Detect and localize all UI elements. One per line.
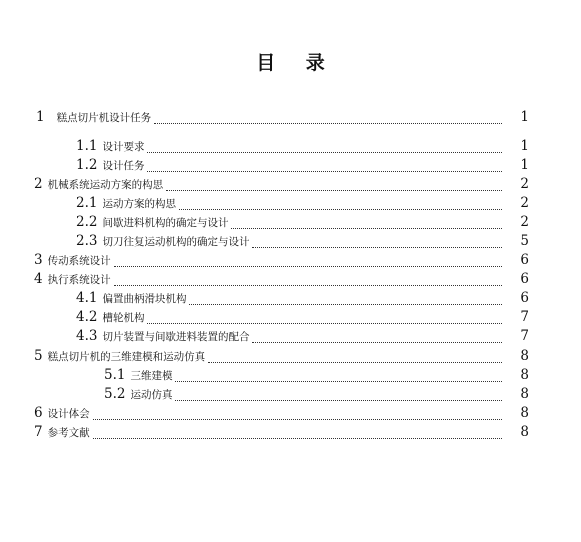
toc-leader-dots (166, 190, 502, 191)
toc-entry-label: 传动系统设计 (47, 255, 111, 267)
toc-page-number: 6 (520, 271, 529, 287)
toc-entry-number: 1 (36, 109, 45, 125)
toc-entry-4 (34, 271, 502, 290)
toc-page-number: 5 (520, 233, 529, 249)
toc-page-number: 8 (520, 348, 529, 364)
toc-entry-2-2 (76, 214, 502, 233)
toc-page-number: 2 (520, 176, 529, 192)
toc-entry-number: 2.2 (76, 214, 98, 230)
toc-entry-5 (34, 348, 502, 367)
toc-leader-dots (208, 362, 502, 363)
toc-entry-number: 5.2 (104, 386, 126, 402)
toc-entry-label: 切刀往复运动机构的确定与设计 (102, 236, 250, 248)
toc-leader-dots (189, 304, 502, 305)
toc-entry-number: 1.2 (76, 157, 98, 173)
toc-entry-label: 运动方案的构思 (102, 198, 176, 210)
toc-leader-dots (93, 419, 502, 420)
toc-page-number: 6 (520, 252, 529, 268)
toc-entry-number: 5.1 (104, 367, 126, 383)
toc-entry-label: 参考文献 (47, 427, 90, 439)
toc-entry-label: 运动仿真 (130, 389, 173, 401)
toc-entry-7 (34, 424, 502, 443)
toc-entry-label: 机械系统运动方案的构思 (47, 179, 164, 191)
toc-entry-label: 设计要求 (102, 141, 145, 153)
toc-entry-number: 4.3 (76, 328, 98, 344)
toc-entry-5-2 (104, 386, 502, 405)
toc-page-number: 1 (520, 109, 529, 125)
toc-entry-5-1 (104, 367, 502, 386)
toc-entry-label: 三维建模 (130, 370, 173, 382)
toc-entry-label: 糕点切片机的三维建模和运动仿真 (47, 351, 206, 363)
toc-leader-dots (231, 228, 502, 229)
toc-entry-6 (34, 405, 502, 424)
toc-leader-dots (93, 438, 502, 439)
toc-entry-number: 3 (34, 252, 43, 268)
toc-leader-dots (147, 171, 502, 172)
toc-entry-label: 执行系统设计 (47, 274, 111, 286)
toc-entry-label: 偏置曲柄滑块机构 (102, 293, 187, 305)
toc-leader-dots (179, 209, 502, 210)
toc-entry-number: 2 (34, 176, 43, 192)
toc-leader-dots (175, 400, 502, 401)
toc-entry-1 (36, 109, 502, 128)
toc-entry-number: 7 (34, 424, 43, 440)
toc-page-number: 8 (520, 386, 529, 402)
toc-entry-label: 切片装置与间歇进料装置的配合 (102, 331, 250, 343)
toc-page-number: 7 (520, 328, 529, 344)
toc-entry-number: 4.2 (76, 309, 98, 325)
toc-leader-dots (114, 285, 502, 286)
toc-entry-4-1 (76, 290, 502, 309)
toc-entry-1-1 (76, 138, 502, 157)
toc-entry-label: 糕点切片机设计任务 (56, 112, 152, 124)
toc-entry-4-2 (76, 309, 502, 328)
toc-entry-number: 2.1 (76, 195, 98, 211)
toc-entry-label: 槽轮机构 (102, 312, 145, 324)
toc-page-number: 6 (520, 290, 529, 306)
toc-page-number: 7 (520, 309, 529, 325)
toc-page-number: 2 (520, 214, 529, 230)
toc-title: 目 录 (256, 52, 337, 74)
toc-entry-number: 1.1 (76, 138, 98, 154)
toc-page-number: 8 (520, 367, 529, 383)
toc-leader-dots (114, 266, 502, 267)
toc-leader-dots (252, 342, 502, 343)
toc-entry-2 (34, 176, 502, 195)
toc-entry-number: 5 (34, 348, 43, 364)
toc-page-number: 2 (520, 195, 529, 211)
toc-entry-2-1 (76, 195, 502, 214)
toc-entry-number: 6 (34, 405, 43, 421)
toc-entry-3 (34, 252, 502, 271)
toc-leader-dots (147, 323, 502, 324)
toc-entry-number: 4.1 (76, 290, 98, 306)
toc-entry-number: 2.3 (76, 233, 98, 249)
toc-page-number: 1 (520, 157, 529, 173)
toc-entry-1-2 (76, 157, 502, 176)
toc-entry-label: 设计任务 (102, 160, 145, 172)
toc-entry-4-3 (76, 328, 502, 347)
toc-entry-label: 间歇进料机构的确定与设计 (102, 217, 229, 229)
toc-entry-label: 设计体会 (47, 408, 90, 420)
toc-page-number: 8 (520, 424, 529, 440)
toc-leader-dots (147, 152, 502, 153)
toc-leader-dots (252, 247, 502, 248)
toc-entry-2-3 (76, 233, 502, 252)
toc-page-number: 1 (520, 138, 529, 154)
toc-leader-dots (154, 123, 502, 124)
toc-entry-number: 4 (34, 271, 43, 287)
toc-leader-dots (175, 381, 502, 382)
toc-page-number: 8 (520, 405, 529, 421)
